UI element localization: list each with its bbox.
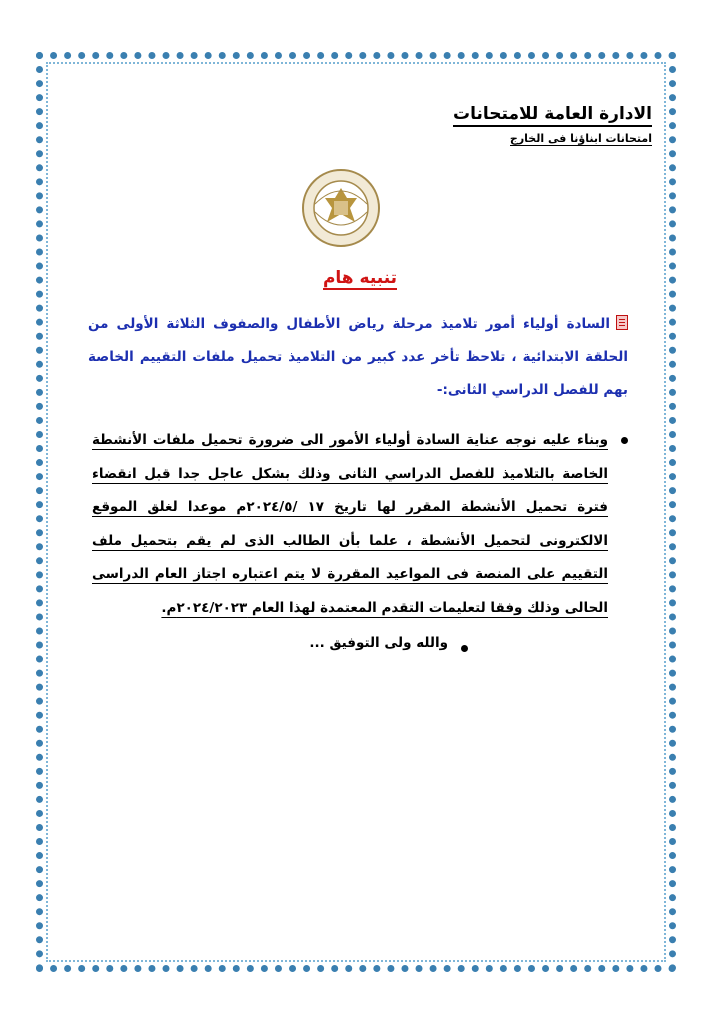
subdepartment-title: امتحانات ابناؤنا فى الخارج [509,132,652,145]
closing-text: والله ولى التوفيق ... [309,635,448,651]
list-item [92,424,632,625]
notice-title: تنبيه هام [322,268,398,288]
header [453,104,652,146]
department-title: الادارة العامة للامتحانات [453,104,652,127]
main-text: وبناء عليه نوجه عناية السادة أولياء الأمور الى ضرورة تحميل ملفات الأنشطة الخاصة بالتلاميذ للفصل الدراسي الثانى وذلك بشكل عاجل جدا قبل انقضاء فترة تحميل الأنشطة المقرر لها تاريخ ١٧ /٢٠٢٤/٥م موعدا لغلق الموقع الالكترونى لتحميل الأنشطة ، علما بأن الطالب الذى لم يقم بتحميل ملف التقييم على المنصة فى المواعيد المقررة لا يتم اعتباره اجتاز العام الدراسى الحالى وذلك وفقا لتعليمات التقدم المعتمدة لهذا العام ٢٠٢٤/٢٠٢٣م. [92,432,609,616]
notice-paragraph [88,308,628,407]
list-item [92,635,472,651]
ministry-seal-icon [301,168,381,248]
document-icon [616,315,628,330]
bullet-list [92,424,632,651]
notice-title-wrap [0,268,720,288]
notice-text: السادة أولياء أمور تلاميذ مرحلة رياض الأطفال والصفوف الثلاثة الأولى من الحلقة الابتدائية ، تلاحظ تأخر عدد كبير من التلاميذ تحميل ملفات التقييم الخاصة بهم للفصل الدراسي الثانى:- [88,316,628,398]
main-paragraph [92,424,608,625]
